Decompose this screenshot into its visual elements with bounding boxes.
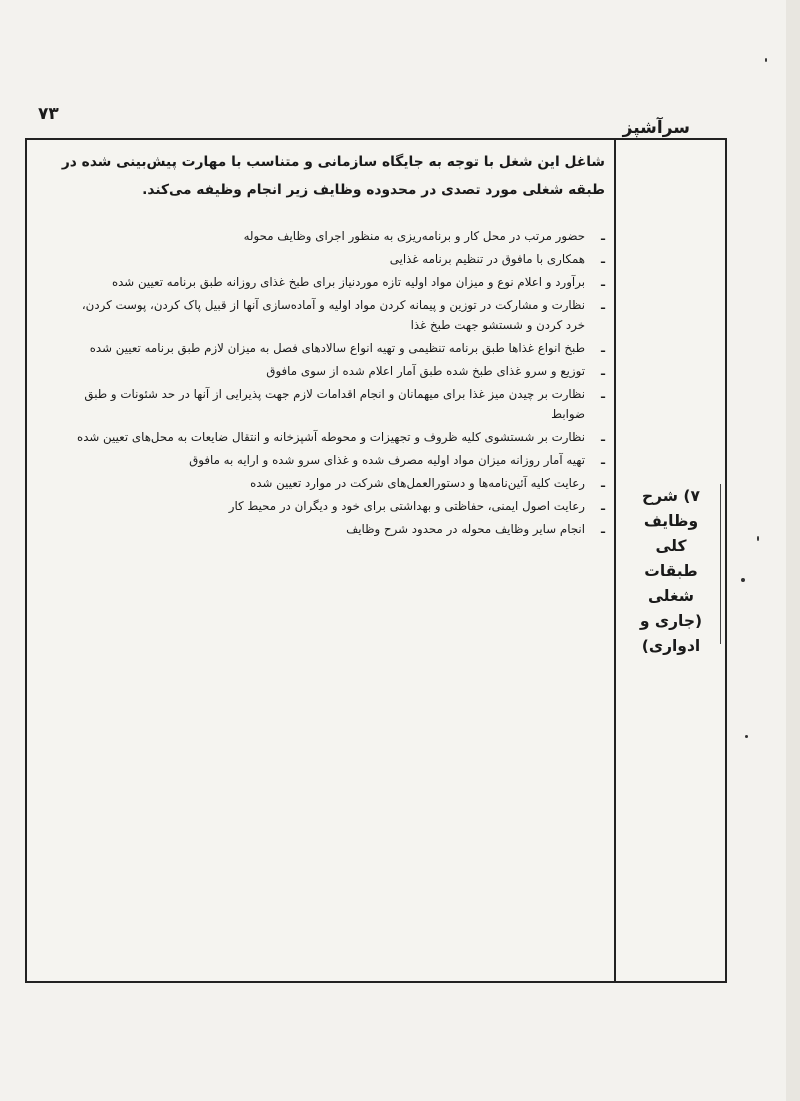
label-box (624, 484, 721, 655)
bullet-dash: ـ (600, 364, 605, 378)
scan-speck (757, 536, 759, 541)
duties-list (65, 226, 605, 539)
scan-speck (765, 58, 767, 62)
bullet-dash: ـ (600, 275, 605, 289)
duty-item (65, 338, 605, 358)
duty-item (65, 226, 605, 246)
duty-item (65, 450, 605, 470)
section-label: ۷) شرح وظایف کلی طبقات شغلی (جاری و ادواری) (639, 487, 703, 655)
bullet-dash: ـ (600, 476, 605, 490)
duty-text: رعایت اصول ایمنی، حفاظتی و بهداشتی برای خود و دیگران در محیط کار (228, 499, 585, 513)
duty-text: همکاری با مافوق در تنظیم برنامه غذایی (389, 252, 585, 266)
bullet-dash: ـ (600, 229, 605, 243)
duty-item (65, 473, 605, 493)
duty-item (65, 272, 605, 292)
bullet-dash: ـ (600, 387, 605, 401)
duty-item (65, 249, 605, 269)
bullet-dash: ـ (600, 298, 605, 312)
duty-text: نظارت بر چیدن میز غذا برای میهمانان و انجام اقدامات لازم جهت پذیرایی از آنها در حد شئونات و طبق ضوابط (84, 387, 585, 421)
duty-text: نظارت و مشارکت در توزین و پیمانه کردن مواد اولیه و آماده‌سازی آنها از قبیل پاک کردن، پوست کردن، خرد کردن و شستشو جهت طبخ غذا (81, 298, 585, 332)
duty-text: انجام سایر وظایف محوله در محدود شرح وظایف (346, 522, 585, 536)
duty-text: برآورد و اعلام نوع و میزان مواد اولیه تازه موردنیاز برای طبخ غذای روزانه طبق برنامه تعیین شده (111, 275, 585, 289)
duty-item (65, 384, 605, 424)
duty-text: طبخ انواع غذاها طبق برنامه تنظیمی و تهیه انواع سالادهای فصل به میزان لازم طبق برنامه تعیین شده (89, 341, 585, 355)
duty-item (65, 427, 605, 447)
bullet-dash: ـ (600, 252, 605, 266)
duties-content (35, 148, 605, 542)
duty-item (65, 519, 605, 539)
duty-text: حضور مرتب در محل کار و برنامه‌ریزی به منظور اجرای وظایف محوله (243, 229, 585, 243)
duty-text: توزیع و سرو غذای طبخ شده طبق آمار اعلام شده از سوی مافوق (266, 364, 585, 378)
duty-item (65, 295, 605, 335)
duty-text: نظارت بر شستشوی کلیه ظروف و تجهیزات و محوطه آشپزخانه و انتقال ضایعات به محل‌های تعیین شده (77, 430, 585, 444)
page-number: ۷۳ (38, 104, 59, 124)
duty-item (65, 496, 605, 516)
bullet-dash: ـ (600, 453, 605, 467)
bullet-dash: ـ (600, 430, 605, 444)
duty-item (65, 361, 605, 381)
bullet-dash: ـ (600, 341, 605, 355)
bullet-dash: ـ (600, 522, 605, 536)
scan-speck (741, 578, 745, 582)
header-job-title: سرآشپز (622, 118, 690, 138)
intro-paragraph: شاغل این شغل با توجه به جایگاه سازمانی و متناسب با مهارت پیش‌بینی شده در طبقه شغلی مورد تصدی در محدوده وظایف زیر انجام وظیفه می‌کند. (61, 154, 605, 198)
duties-table (25, 138, 727, 983)
duty-text: رعایت کلیه آئین‌نامه‌ها و دستورالعمل‌های شرکت در موارد تعیین شده (250, 476, 585, 490)
label-column (614, 140, 725, 981)
scan-speck (745, 735, 748, 738)
scan-edge (786, 0, 800, 1101)
bullet-dash: ـ (600, 499, 605, 513)
duty-text: تهیه آمار روزانه میزان مواد اولیه مصرف شده و غذای سرو شده و ارایه به مافوق (189, 453, 585, 467)
